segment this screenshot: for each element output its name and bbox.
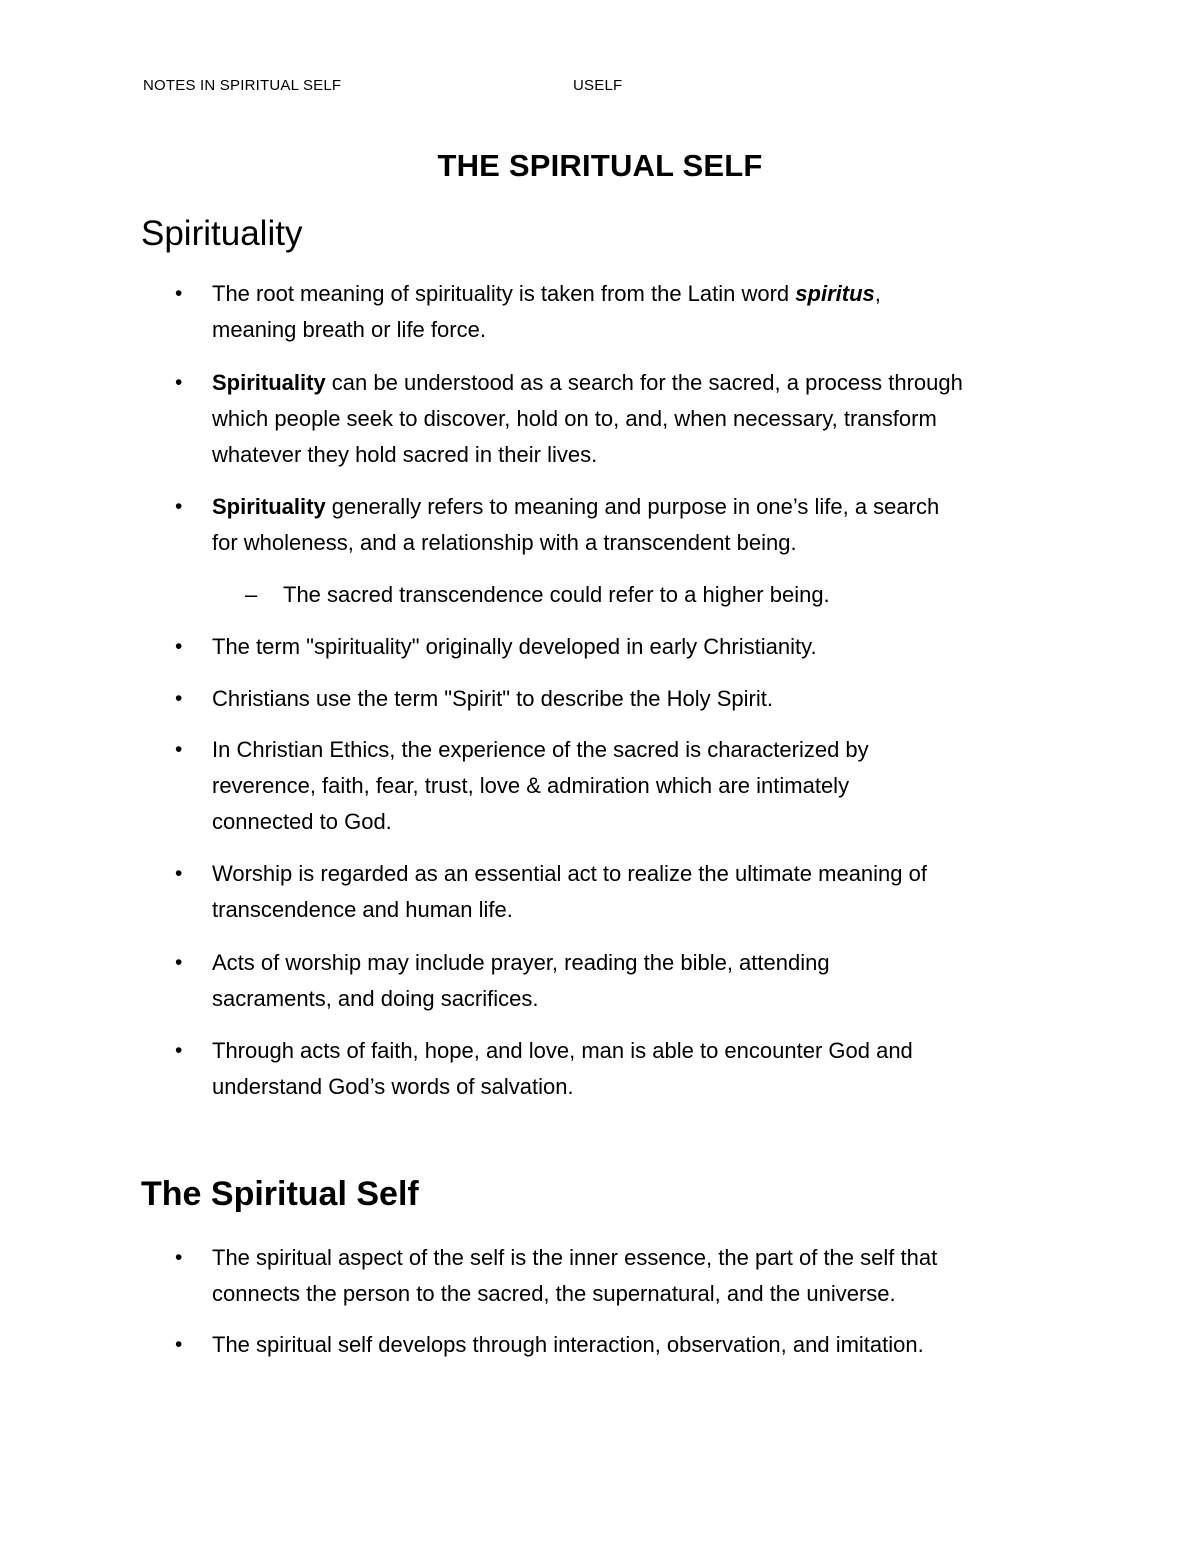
bullet-text xyxy=(212,856,1072,928)
bullet-text: Christians use the term "Spirit" to describe the Holy Spirit. xyxy=(212,686,773,711)
bullet-icon: • xyxy=(175,687,183,710)
sub-bullet-text: The sacred transcendence could refer to a higher being. xyxy=(283,582,830,607)
page-header-left: NOTES IN SPIRITUAL SELF xyxy=(143,77,342,94)
bold-term: Spirituality xyxy=(212,370,326,395)
bullet-icon: • xyxy=(175,1246,183,1269)
text-run: Worship is regarded as an essential act to realize the ultimate meaning of xyxy=(212,861,927,886)
text-run: generally refers to meaning and purpose in one’s life, a search xyxy=(325,494,940,519)
section-heading-spiritual-self: The Spiritual Self xyxy=(141,1175,419,1213)
text-run: reverence, faith, fear, trust, love & admiration which are intimately xyxy=(212,773,850,798)
document-title: THE SPIRITUAL SELF xyxy=(437,148,763,183)
bullet-icon: • xyxy=(175,1333,183,1356)
bullet-icon: • xyxy=(175,951,183,974)
list-item xyxy=(0,365,1200,489)
text-run: In Christian Ethics, the experience of the sacred is characterized by xyxy=(212,737,869,762)
text-run: connects the person to the sacred, the supernatural, and the universe. xyxy=(212,1281,896,1306)
page-header-right: USELF xyxy=(573,77,623,94)
bullet-text: The spiritual self develops through interaction, observation, and imitation. xyxy=(212,1332,924,1357)
text-run: The spiritual aspect of the self is the inner essence, the part of the self that xyxy=(212,1245,938,1270)
bullet-icon: • xyxy=(175,495,183,518)
section-heading-spirituality: Spirituality xyxy=(141,214,303,253)
text-run: for wholeness, and a relationship with a transcendent being. xyxy=(212,530,797,555)
bullet-text xyxy=(212,276,1072,348)
text-run: , xyxy=(874,281,881,306)
text-run: Through acts of faith, hope, and love, man is able to encounter God and xyxy=(212,1038,913,1063)
text-run: can be understood as a search for the sacred, a process through xyxy=(325,370,963,395)
text-run: The root meaning of spirituality is taken from the Latin word xyxy=(212,281,796,306)
text-run: transcendence and human life. xyxy=(212,897,513,922)
text-run: understand God’s words of salvation. xyxy=(212,1074,574,1099)
bullet-icon: • xyxy=(175,371,183,394)
bullet-text xyxy=(212,732,1072,840)
dash-icon: – xyxy=(245,582,258,607)
bullet-icon: • xyxy=(175,635,183,658)
spirituality-bullet-list xyxy=(0,276,1200,364)
text-run: meaning breath or life force. xyxy=(212,317,486,342)
list-item xyxy=(0,276,1200,364)
bullet-text xyxy=(212,1033,1072,1105)
bullet-icon: • xyxy=(175,282,183,305)
bullet-text xyxy=(212,489,1072,561)
bullet-text xyxy=(212,1240,1072,1312)
bullet-text xyxy=(212,365,1072,473)
text-run: sacraments, and doing sacrifices. xyxy=(212,986,539,1011)
spirituality-bullet-list xyxy=(0,365,1200,489)
bullet-icon: • xyxy=(175,862,183,885)
text-run: connected to God. xyxy=(212,809,392,834)
bullet-text: The term "spirituality" originally developed in early Christianity. xyxy=(212,634,817,659)
text-run: whatever they hold sacred in their lives. xyxy=(212,442,598,467)
text-run: which people seek to discover, hold on to, and, when necessary, transform xyxy=(212,406,937,431)
emphasis-term: spiritus xyxy=(795,281,875,306)
text-run: Acts of worship may include prayer, reading the bible, attending xyxy=(212,950,830,975)
bullet-icon: • xyxy=(175,1039,183,1062)
bold-term: Spirituality xyxy=(212,494,326,519)
bullet-icon: • xyxy=(175,738,183,761)
bullet-text xyxy=(212,945,1072,1017)
